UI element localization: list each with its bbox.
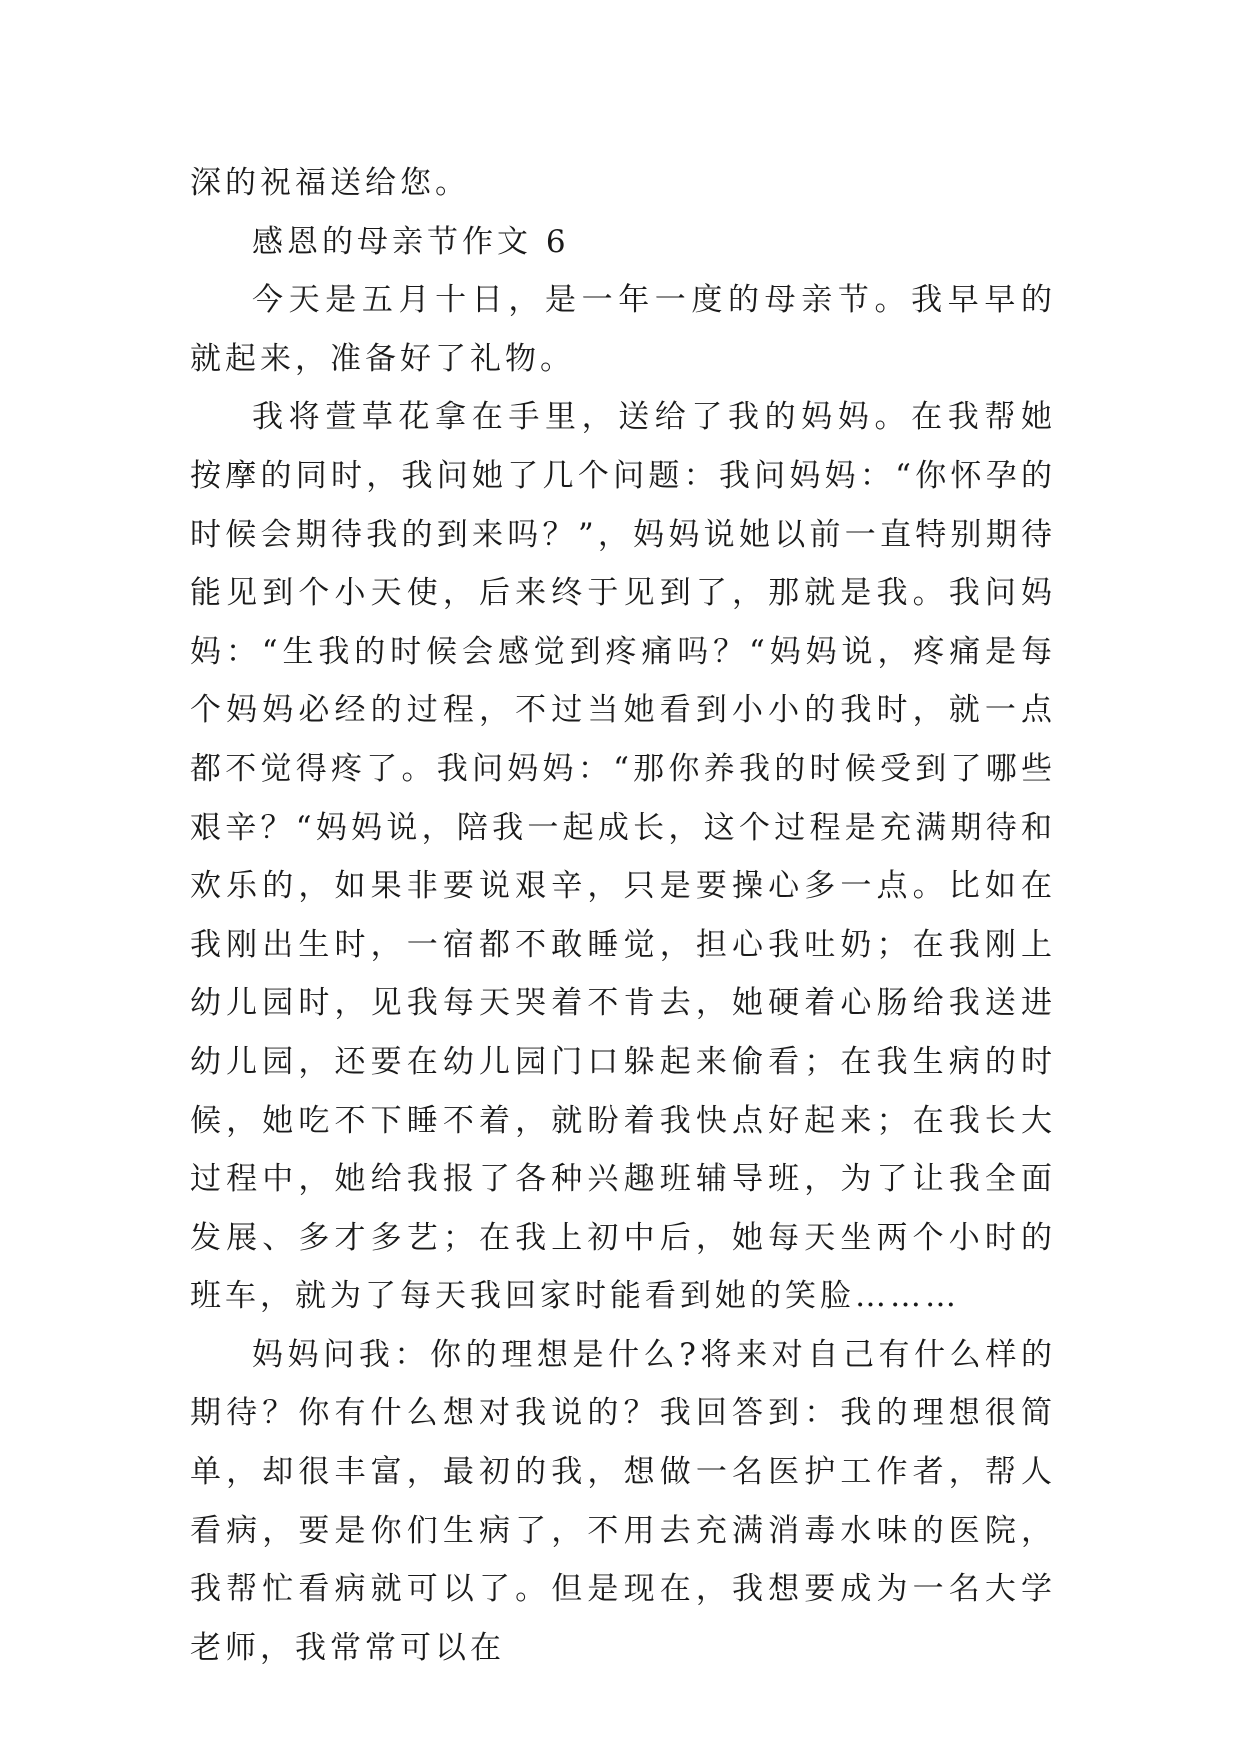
essay-title: 感恩的母亲节作文 6 [252,223,570,260]
paragraph-continued-closing: 深的祝福送给您。 [190,165,470,201]
paragraph-dream: 妈妈问我：你的理想是什么?将来对自己有什么样的期待？你有什么想对我说的？我回答到：我的理想很简单，却很丰富，最初的我，想做一名医护工作者，帮人看病，要是你们生病了，不用去充满消毒水味的医院，我帮忙看病就可以了。但是现在，我想要成为一名大学老师，我常常可以在 [190,1336,1056,1666]
article-body [190,154,1056,1677]
paragraph-questions: 我将萱草花拿在手里，送给了我的妈妈。在我帮她按摩的同时，我问她了几个问题：我问妈妈：“你怀孕的时候会期待我的到来吗？”，妈妈说她以前一直特别期待能见到个小天使，后来终于见到了，那就是我。我问妈妈：“生我的时候会感觉到疼痛吗？“妈妈说，疼痛是每个妈妈必经的过程，不过当她看到小小的我时，就一点都不觉得疼了。我问妈妈：“那你养我的时候受到了哪些艰辛？“妈妈说，陪我一起成长，这个过程是充满期待和欢乐的，如果非要说艰辛，只是要操心多一点。比如在我刚出生时，一宿都不敢睡觉，担心我吐奶；在我刚上幼儿园时，见我每天哭着不肯去，她硬着心肠给我送进幼儿园，还要在幼儿园门口躲起来偷看；在我生病的时候，她吃不下睡不着，就盼着我快点好起来；在我长大过程中，她给我报了各种兴趣班辅导班，为了让我全面发展、多才多艺；在我上初中后，她每天坐两个小时的班车，就为了每天我回家时能看到她的笑脸……… [190,399,1056,1315]
paragraph-intro: 今天是五月十日，是一年一度的母亲节。我早早的就起来，准备好了礼物。 [190,282,1056,377]
